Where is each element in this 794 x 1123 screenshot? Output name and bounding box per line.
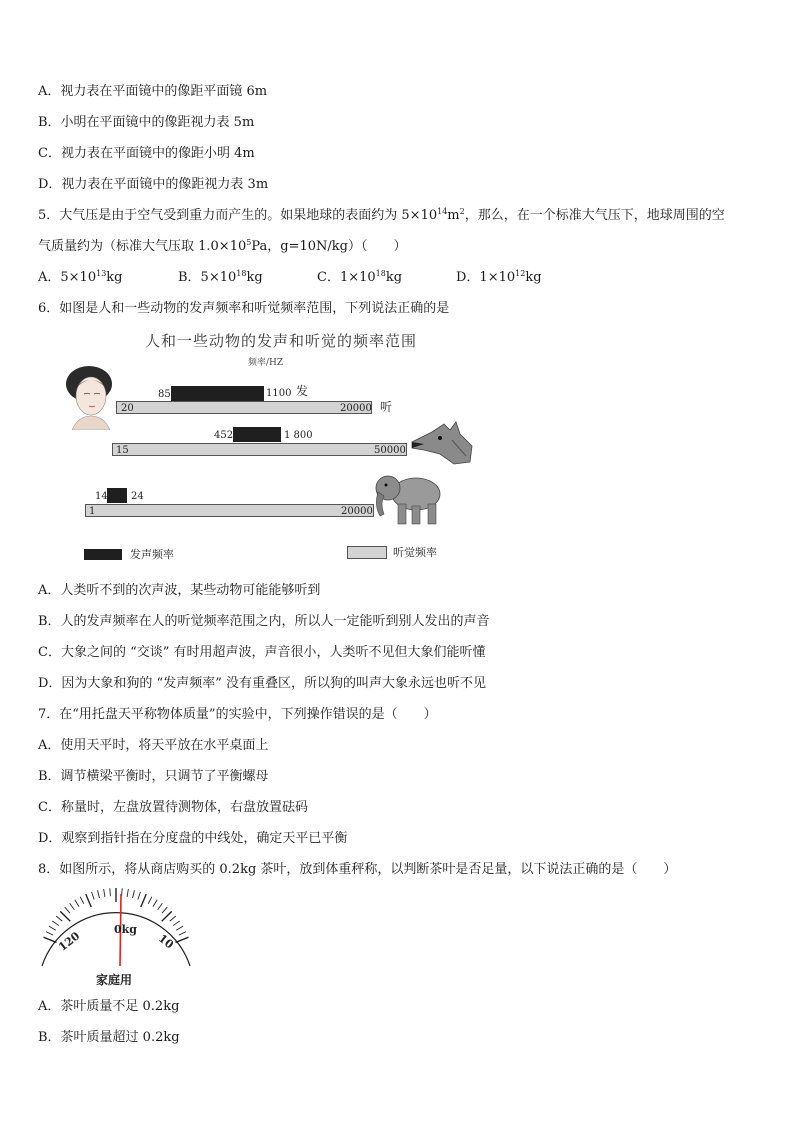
scale-tick [52,921,59,926]
elephant-icon [372,470,444,530]
scale-left-number: 120 [56,929,83,954]
scale-tick [148,897,152,904]
q6-option-a: A．人类听不到的次声波，某些动物可能能够听到 [38,583,321,598]
legend-emit-label: 发声频率 [130,548,174,561]
dog-head-icon [410,420,476,466]
q5-exponent: 14 [437,207,448,216]
human-emit-label: 发 [296,384,309,398]
q5-stem-line2 [38,237,406,257]
q5-option-b [178,268,317,288]
human-hear-bar [116,401,372,414]
q5-stem-part: 气质量约为（标准大气压取 1.0×10 [38,239,247,254]
scale-tick [162,907,167,913]
q4-option-c: C．视力表在平面镜中的像距小明 4m [38,146,255,161]
scale-tick [65,907,70,913]
q5-option-c [317,268,456,288]
scale-tick [75,900,79,907]
dog-hear-max: 50000 [374,445,406,456]
scale-tick [104,889,105,897]
scale-center-label: 0kg [114,923,137,936]
q7-option-d: D．观察到指针指在分度盘的中线处，确定天平已平衡 [38,831,348,846]
q5-stem-part: Pa，g=10N/kg）（ ） [251,239,407,254]
scale-caption: 家庭用 [96,973,133,987]
elephant-emit-bar [107,488,127,503]
q5-option-d [456,268,542,288]
human-hear-min: 20 [121,403,134,414]
scale-tick [56,916,62,921]
scale-tick [173,921,180,926]
q6-option-d: D．因为大象和狗的 “发声频率” 没有重叠区，所以狗的叫声大象永远也听不见 [38,676,486,691]
q7-option-c: C．称量时，左盘放置待测物体，右盘放置砝码 [38,800,308,815]
q6-option-b: B．人的发声频率在人的听觉频率范围之内，所以人一定能听到别人发出的声音 [38,614,490,629]
scale-tick [98,890,100,898]
scale-tick [80,897,84,904]
figure-title: 人和一些动物的发声和听觉的频率范围 [145,332,418,350]
q5-option-a-base: A．5×10 [38,270,97,285]
legend-hear-swatch [347,546,387,559]
q5-stem-part: 5．大气压是由于空气受到重力而产生的。如果地球的表面约为 5×10 [38,208,438,223]
elephant-emit-max: 24 [131,491,144,502]
human-emit-bar [171,386,264,401]
q8-option-b: B．茶叶质量超过 0.2kg [38,1030,180,1045]
q5-exponent: 2 [459,207,465,216]
q6-option-c: C．大象之间的 “交谈” 有时用超声波，声音很小，人类听不见但大象们能听懂 [38,645,486,660]
scale-tick [60,911,70,921]
q5-exponent: 5 [246,238,252,247]
q7-stem: 7．在“用托盘天平称物体质量”的实验中，下列操作错误的是（ ） [38,707,437,722]
scale-tick [176,937,189,942]
elephant-emit-min: 14 [95,491,108,502]
q5-stem-part: m [447,208,460,223]
q5-option-b-exp: 18 [236,269,247,278]
dog-hear-min: 15 [116,445,129,456]
dog-emit-bar [233,427,281,442]
q7-option-a: A．使用天平时，将天平放在水平桌面上 [38,738,269,753]
q5-option-a [38,268,178,288]
elephant-hear-bar [85,504,374,517]
scale-figure [36,888,196,993]
q5-stem-part: ，那么，在一个标准大气压下，地球周围的空 [464,208,725,223]
scale-tick [49,926,56,930]
q5-option-d-exp: 12 [515,269,526,278]
scale-tick [92,892,95,900]
scale-tick [170,916,176,921]
q4-option-a: A．视力表在平面镜中的像距平面镜 6m [38,84,268,99]
q5-options [38,268,542,288]
scale-tick [127,889,128,897]
q8-option-a: A．茶叶质量不足 0.2kg [38,999,180,1014]
elephant-hear-min: 1 [89,506,96,517]
scale-tick [141,894,146,907]
scale-tick [43,937,56,942]
figure-unit: 频率/HZ [248,358,284,368]
human-emit-min: 85 [158,389,171,400]
q5-option-a-exp: 13 [96,269,107,278]
scale-tick [110,888,111,896]
frequency-range-figure [60,328,480,568]
human-hear-max: 20000 [340,403,372,414]
human-face-icon [60,362,118,430]
dog-emit-max: 1 800 [284,430,313,441]
scale-tick [176,926,183,930]
q5-option-c-base: C．1×10 [317,270,376,285]
q4-option-d: D．视力表在平面镜中的像距视力表 3m [38,177,269,192]
scale-tick [86,894,91,907]
scale-tick [46,932,53,936]
q5-option-b-unit: kg [246,270,263,285]
q5-option-c-exp: 18 [375,269,386,278]
q5-option-c-unit: kg [385,270,403,285]
scale-right-number: 10 [155,931,176,952]
q5-stem-line1 [38,206,725,226]
dog-hear-bar [112,443,407,456]
human-emit-max: 1100 [266,388,292,399]
q7-option-b: B．调节横梁平衡时，只调节了平衡螺母 [38,769,269,784]
elephant-hear-max: 20000 [341,506,373,517]
dog-emit-min: 452 [214,430,234,441]
q5-option-a-unit: kg [106,270,123,285]
q5-option-b-base: B．5×10 [178,270,237,285]
scale-tick [179,932,186,936]
legend-emit-swatch [84,549,122,560]
scale-tick [70,903,75,909]
q6-stem: 6．如图是人和一些动物的发声频率和听觉频率范围，下列说法正确的是 [38,301,450,316]
scale-tick [153,900,157,907]
q4-option-b: B．小明在平面镜中的像距视力表 5m [38,115,255,130]
scale-tick [133,890,135,898]
scale-tick [162,911,172,921]
scale-tick [158,903,163,909]
scale-tick [138,892,141,900]
q5-option-d-unit: kg [525,270,542,285]
q8-stem: 8．如图所示，将从商店购买的 0.2kg 茶叶，放到体重秤称，以判断茶叶是否足量，以下说法正确的是（ ） [38,862,677,877]
legend-hear-label: 听觉频率 [393,546,437,559]
human-hear-label: 听 [380,400,393,414]
q5-option-d-base: D．1×10 [456,270,516,285]
